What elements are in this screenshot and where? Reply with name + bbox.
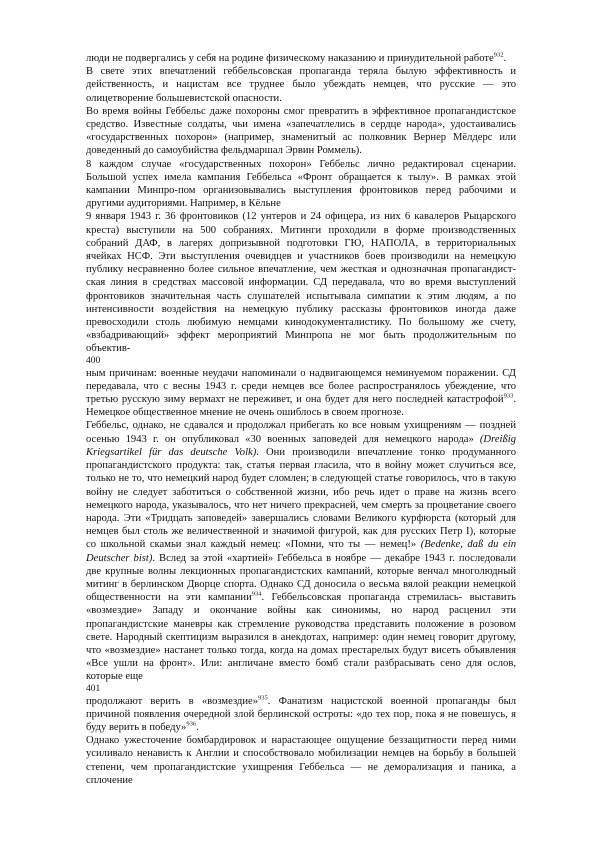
text-run: ным причинам: военные неудачи напоминали о надвигающемся неминуемом поражении. СД передавала, что с весны 1943 г. среди немцев все более распространялось убеждение, что третью русскую зиму вермахт не переживет, и она будет для него последней катастрофой (86, 367, 516, 406)
paragraph (86, 734, 516, 787)
text-run: 401 (86, 683, 101, 694)
text-run: . Вслед за этой «хартией» Геббельса в ноябре — декабре 1943 г. последовали две крупные волны лекционных пропагандистских кампаний, которые венчал многолюдный митинг в берлинском Дворце спорта. Однако СД доносила о весьма вялой реакции немецкой общественности на эти кампании (86, 552, 516, 604)
page-number (86, 684, 516, 695)
italic-text: (Dreißig Kriegsartikel für das deutsche Volk) (86, 433, 516, 458)
italic-text: (Bedenke, daß du ein Deutscher bist) (86, 539, 517, 564)
footnote-ref: 932 (493, 51, 504, 59)
paragraph (86, 367, 516, 420)
text-run: люди не подвергались у себя на родине физическому наказанию и принудительной работе (86, 53, 494, 64)
text-run: . Геббельсовская пропаганда стремилась- выставить «возмездие» Западу и окончание войны как синонимы, но народ расценил эти пропагандистские маневры как стремление руководства представить положение в розовом свете. Народный скептицизм выразился в анекдотах, например: один немец говорит другому, что «возмездие» настанет только тогда, когда на домах престарелых будут висеть объявления «Все ушли на фронт». Или: англичане вместо бомб стали разбрасывать сено для ослов, которые еще (86, 592, 516, 683)
text-run: Однако ужесточение бомбардировок и нарастающее ощущение беззащитности перед ними усиливало ненависть к Англии и способствовало мобилизации немцев на борьбу в большей степени, чем пропагандистские ухищрения Геббельса — не деморализация и паника, а сплочение (86, 735, 516, 786)
text-run: . Немецкое общественное мнение не очень ошиблось в своем прогнозе. (86, 394, 516, 419)
text-run: 400 (86, 355, 101, 366)
text-run: 8 каждом случае «государственных похорон» Геббельс лично редактировал сценарии. Большой успех имела кампания Геббельса «Фронт обращается к тылу». В рамках этой кампании Минпро-пом организовывались выступления фронтовиков перед рабочими и другими аудиториями. Например, в Кёльне (86, 158, 516, 210)
page-number (86, 356, 516, 367)
footnote-ref: 935 (258, 694, 268, 702)
text-run: В свете этих впечатлений геббельсовская пропаганда теряла былую эффективность и действенность, и нацистам все труднее было убеждать немцев, что русские — это олицетворение большевистской опасности. (86, 66, 516, 104)
document-page (86, 52, 516, 787)
paragraph (86, 158, 516, 211)
text-run: 9 января 1943 г. 36 фронтовиков (12 унтеров и 24 офицера, из них 6 кавалеров Рыцарского креста) выступили на 500 собраниях. Митинги проходили в форме производственных собраний ДАФ, в лагерях допризывной подготовки ГЮ, НАПОЛА, в территориальных ячейках НСФ. Эти выступления очевидцев и участников боев производили на немецкую публику несравненно более сильное впечатление, чем жесткая и однозначная пропагандист-ская линия в средствах массовой информации. СД передавала, что во время выступлений фронтовиков значительная часть слушателей испытывала симпатии к этим людям, а по интенсивности воздействия на немецкую публику рассказы фронтовиков иногда даже превосходили столь любимую немцами кинодокументалистику. По большому же счету, «взбадривающий» эффект мероприятий Минпропа не мог быть продолжительным по объектив- (86, 211, 516, 355)
paragraph (86, 105, 516, 158)
text-run: . Они производили впечатление тонко продуманного пропагандистского продукта: так, статья первая гласила, что в войну может случиться все, только не то, что немецкий народ будет сломлен; в следующей статье говорилось, что в такую войну не следует заботиться о собственной жизни, ибо речь идет о праве на жизнь всего немецкого народа, указывалось, что нет ничего прекрасней, чем смерть за процветание своего народа. Эти «Тридцать заповедей» завершались словами Великого курфюрста (который для немцев был столь же величественной и значимой фигурой, как для русских Петр I), которые со школьной скамьи знал каждый немец: «Помни, что ты — немец!» (86, 446, 516, 551)
text-run: . Фанатизм нацистской военной пропаганды был причиной появления очередной злой берлинской остроты: «до тех пор, пока я не повешусь, я буду верить в победу» (86, 695, 516, 733)
text-run: Геббельс, однако, не сдавался и продолжал прибегать ко все новым ухищрениям — поздней осенью 1943 г. он опубликовал «30 военных заповедей для немецкого народа» (86, 420, 516, 445)
paragraph (86, 52, 516, 65)
footnote-ref: 936 (186, 720, 197, 728)
paragraph (86, 695, 516, 735)
text-run: продолжают верить в «возмездие» (86, 695, 258, 707)
text-run: . (196, 721, 199, 733)
paragraph (86, 210, 516, 355)
footnote-ref: 934 (251, 590, 262, 598)
text-run: . (503, 53, 507, 64)
footnote-ref: 933 (503, 392, 514, 400)
paragraph (86, 419, 516, 683)
paragraph (86, 65, 516, 105)
text-run: Во время войны Геббельс даже похороны смог превратить в эффективное пропагандистское средство. Известные солдаты, чьи имена «запечатлелись в сердце народа», удостаивались «государственных похорон» (например, знаменитый ас полковник Вернер Мёлдерс или доведенный до самоубийства фельдмаршал Эрвин Роммель). (86, 105, 516, 157)
